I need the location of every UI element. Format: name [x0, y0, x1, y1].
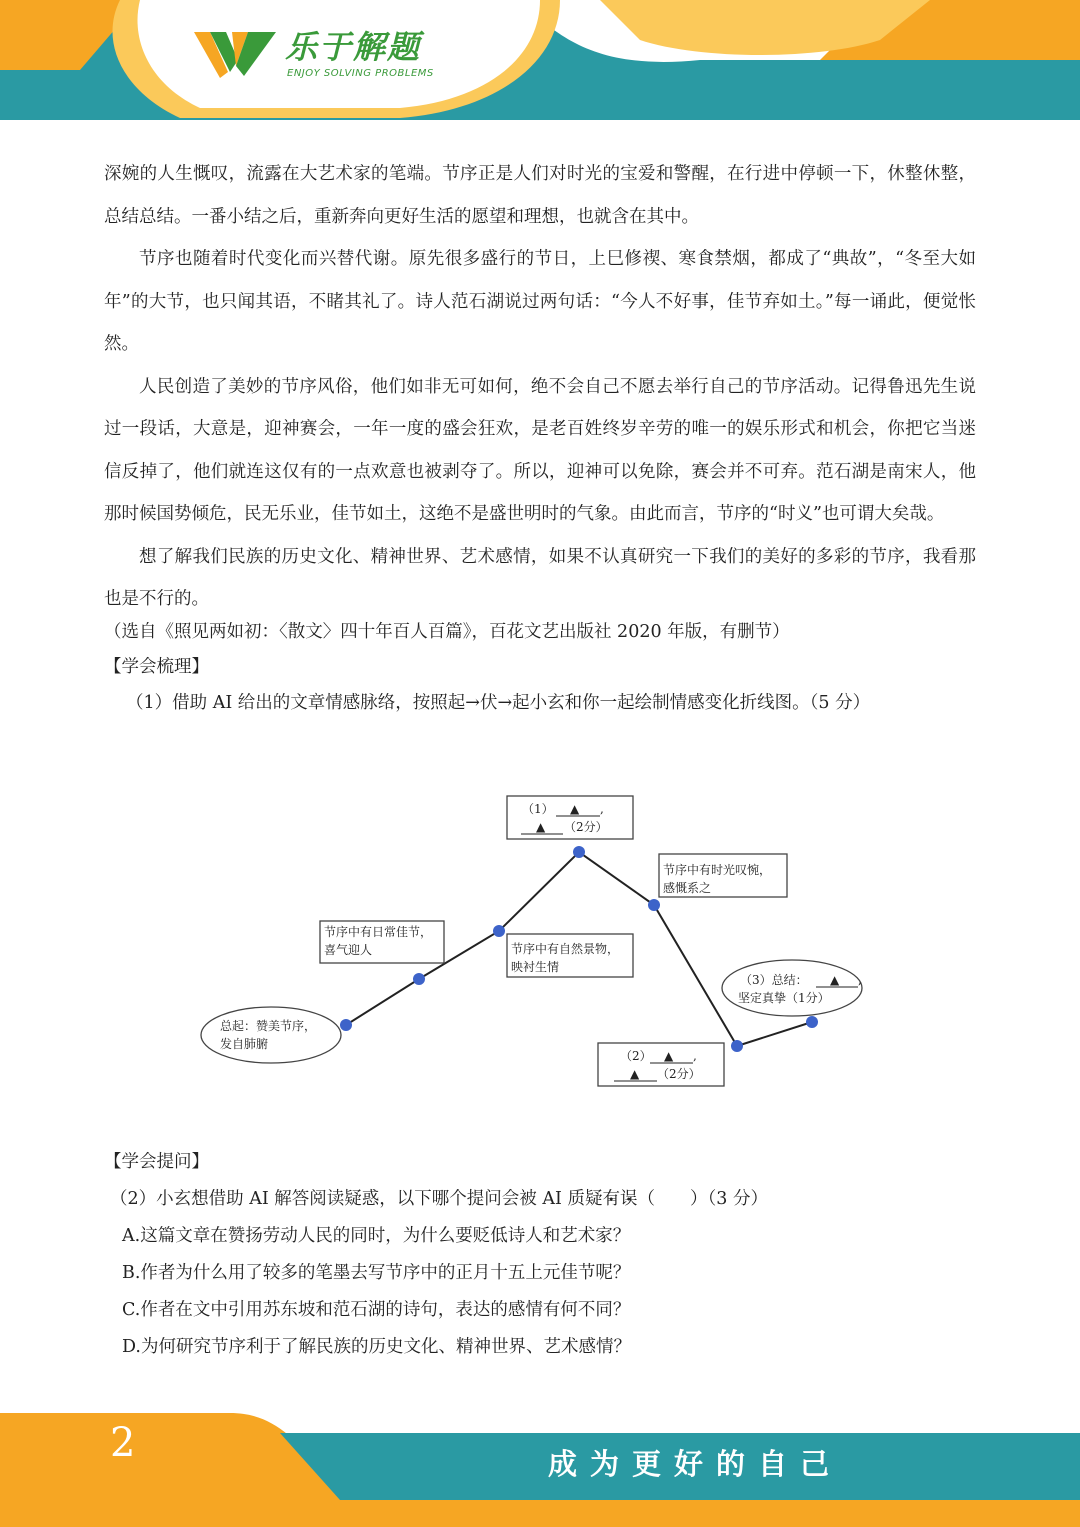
blank-3-label: （3）总结：: [740, 973, 808, 987]
question-2: [104, 1181, 976, 1218]
blank-1-comma: ,: [600, 802, 604, 816]
blank-2-comma: ,: [693, 1049, 697, 1063]
blank-3-mark: ▲: [830, 973, 840, 987]
section-heading-ask: 【学会提问】: [104, 1152, 209, 1172]
article-body: [104, 153, 976, 721]
point-end: [806, 1016, 818, 1028]
blank-1-label: （1）: [522, 802, 554, 816]
point-3: [493, 925, 505, 937]
label-time-line1: 节序中有时光叹惋，: [663, 863, 772, 877]
blank-1-mark-b: ▲: [536, 820, 546, 834]
answer-blank: （ ）（3 分）: [637, 1189, 768, 1209]
footer-banner: [0, 1405, 1080, 1527]
source-citation: （选自《照见两如初：〈散文〉四十年百人百篇》，百花文艺出版社 2020 年版，有删节）: [104, 621, 790, 642]
page-number: 2: [110, 1420, 136, 1466]
footer-slogan: 成为更好的自己: [548, 1447, 843, 1481]
emphasis-wu: 误 •: [620, 1189, 638, 1209]
blank-2-score: （2分）: [657, 1067, 701, 1081]
point-2: [413, 973, 425, 985]
option-d: D.为何研究节序利于了解民族的历史文化、精神世界、艺术感情？: [122, 1337, 631, 1357]
paragraph-3: 人民创造了美妙的节序风俗，他们如非无可如何，绝不会自己不愿去举行自己的节序活动。记得鲁迅先生说过一段话，大意是，迎神赛会，一年一度的盛会狂欢，是老百姓终岁辛劳的唯一的娱乐形式和机会，你把它当迷信反掉了，他们就连这仅有的一点欢意也被剥夺了。所以，迎神可以免除，赛会并不可弃。范石湖是南宋人，他那时候国势倾危，民无乐业，佳节如土，这绝不是盛世明时的气象。由此而言，节序的“时义”也可谓大矣哉。: [104, 376, 976, 524]
point-start: [340, 1019, 352, 1031]
blank-2-mark-a: ▲: [664, 1049, 674, 1063]
blank-1-score: （2分）: [564, 820, 608, 834]
paragraph-1: 深婉的人生慨叹，流露在大艺术家的笔端。节序正是人们对时光的宝爱和警醒，在行进中停顿一下，休整休整，总结总结。一番小结之后，重新奔向更好生活的愿望和理想，也就含在其中。: [104, 164, 976, 227]
option-a: A.这篇文章在赞扬劳动人民的同时，为什么要贬低诗人和艺术家？: [122, 1226, 631, 1246]
label-nature-line1: 节序中有自然景物，: [511, 942, 620, 956]
blank-2-label: （2）: [620, 1049, 652, 1063]
label-daily-line1: 节序中有日常佳节，: [324, 925, 433, 939]
paragraph-2: 节序也随着时代变化而兴替代谢。原先很多盛行的节日，上巳修禊、寒食禁烟，都成了“典故”，“冬至大如年”的大节，也只闻其语，不睹其礼了。诗人范石湖说过两句话：“今人不好事，佳节弃如土。”每一诵此，便觉怅然。: [104, 249, 976, 354]
question-2-text: （2）小玄想借助 AI 解答阅读疑惑，以下哪个提问会被 AI 质疑: [110, 1189, 603, 1209]
option-c: C.作者在文中引用苏东坡和范石湖的诗句，表达的感情有何不同？: [122, 1300, 631, 1320]
label-start-line2: 发自肺腑: [220, 1037, 269, 1051]
section-heading-sort: 【学会梳理】: [104, 656, 209, 677]
blank-3-ellipse: [722, 960, 862, 1016]
blank-2-mark-b: ▲: [630, 1067, 640, 1081]
option-b: B.作者为什么用了较多的笔墨去写节序中的正月十五上元佳节呢？: [122, 1263, 631, 1283]
blank-3-comma: ,: [858, 973, 862, 987]
question-1: （1）借助 AI 给出的文章情感脉络，按照起→伏→起小玄和你一起绘制情感变化折线图。（5 分）: [126, 692, 871, 713]
question-block-2: [104, 1144, 976, 1366]
label-time-line2: 感慨系之: [663, 881, 712, 895]
wv-logo-icon: [192, 26, 278, 82]
point-low: [731, 1040, 743, 1052]
paragraph-4: 想了解我们民族的历史文化、精神世界、艺术感情，如果不认真研究一下我们的美好的多彩的节序，我看那也是不行的。: [104, 546, 976, 609]
point-5: [648, 899, 660, 911]
blank-1-mark-a: ▲: [570, 802, 580, 816]
header-banner: [0, 0, 1080, 130]
brand-title: 乐于解题: [285, 28, 422, 66]
label-daily-line2: 喜气迎人: [324, 943, 373, 957]
label-nature-line2: 映衬生情: [511, 960, 560, 974]
blank-3-line2: 坚定真挚（1分）: [738, 991, 830, 1005]
emotion-line-chart: [190, 790, 880, 1100]
brand-subtitle: ENJOY SOLVING PROBLEMS: [287, 68, 434, 79]
emphasis-you: 有 •: [603, 1189, 621, 1209]
point-peak: [573, 846, 585, 858]
label-start-ellipse: [201, 1007, 341, 1063]
label-start-line1: 总起：赞美节序，: [220, 1019, 317, 1033]
